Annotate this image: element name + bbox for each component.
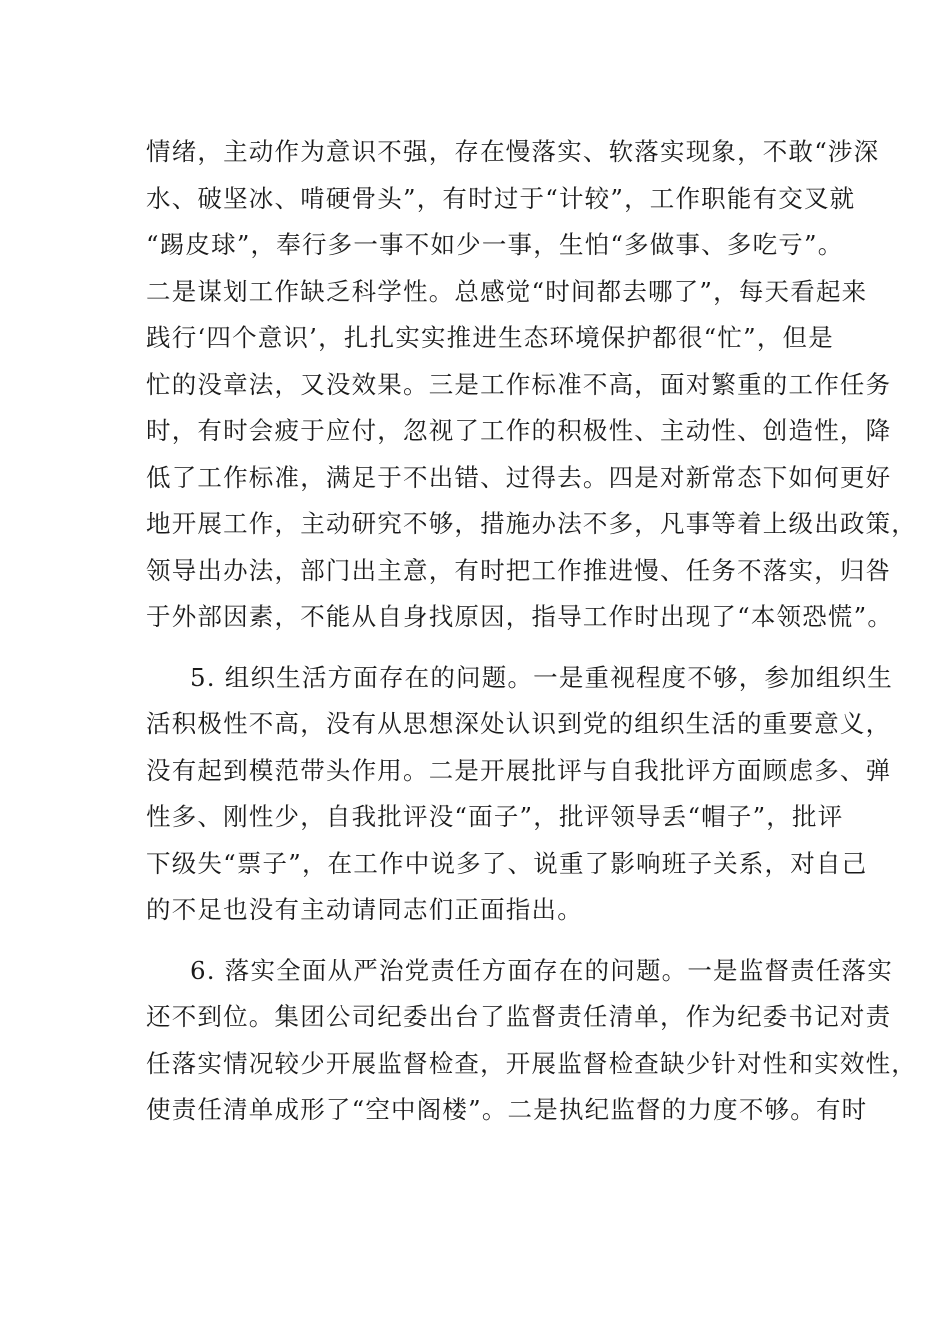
text-line: 低了工作标准，满足于不出错、过得去。四是对新常态下如何更好 <box>146 462 892 492</box>
paragraph-organization-life <box>146 655 893 934</box>
text-line: 性多、刚性少，自我批评没“面子”，批评领导丢“帽子”，批评 <box>146 802 844 831</box>
text-line: 二是谋划工作缺乏科学性。总感觉“时间都去哪了”，每天看起来 <box>146 276 868 306</box>
paragraph-gap <box>146 934 806 948</box>
text-line: 于外部因素，不能从自身找原因，指导工作时出现了“本领恐慌”。 <box>146 602 894 631</box>
text-line: 情绪，主动作为意识不强，存在慢落实、软落实现象，不敢“涉深 <box>146 137 880 166</box>
paragraph-gap <box>146 641 806 655</box>
document-body <box>146 129 917 1134</box>
text-line: 下级失“票子”，在工作中说多了、说重了影响班子关系，对自己 <box>146 848 868 878</box>
text-line-first: 6. 落实全面从严治党责任方面存在的问题。一是监督责任落实 <box>190 955 893 985</box>
text-line: 还不到位。集团公司纪委出台了监督责任清单，作为纪委书记对责 <box>146 1002 892 1031</box>
text-line: 的不足也没有主动请同志们正面指出。 <box>146 895 583 924</box>
text-line: 任落实情况较少开展监督检查，开展监督检查缺少针对性和实效性， <box>146 1048 917 1078</box>
text-line: 领导出办法，部门出主意，有时把工作推进慢、任务不落实，归咎 <box>146 555 892 585</box>
text-line: “踢皮球”，奉行多一事不如少一事，生怕“多做事、多吃亏”。 <box>146 230 844 259</box>
text-line: 忙的没章法，又没效果。三是工作标准不高，面对繁重的工作任务 <box>146 369 892 399</box>
text-line: 水、破坚冰、啃硬骨头”，有时过于“计较”，工作职能有交叉就 <box>146 183 856 213</box>
paragraph-continued <box>146 129 917 641</box>
text-line: 没有起到模范带头作用。二是开展批评与自我批评方面顾虑多、弹 <box>146 755 892 785</box>
text-line: 地开展工作，主动研究不够，措施办法不多，凡事等着上级出政策， <box>146 509 917 538</box>
paragraph-party-governance <box>146 948 917 1134</box>
text-line: 时，有时会疲于应付，忽视了工作的积极性、主动性、创造性，降 <box>146 416 892 445</box>
text-line: 践行‘四个意识’，扎扎实实推进生态环境保护都很“忙”，但是 <box>146 323 834 352</box>
text-line: 使责任清单成形了“空中阁楼”。二是执纪监督的力度不够。有时 <box>146 1095 868 1124</box>
text-line-first: 5. 组织生活方面存在的问题。一是重视程度不够，参加组织生 <box>190 662 893 692</box>
text-line: 活积极性不高，没有从思想深处认识到党的组织生活的重要意义， <box>146 709 892 738</box>
